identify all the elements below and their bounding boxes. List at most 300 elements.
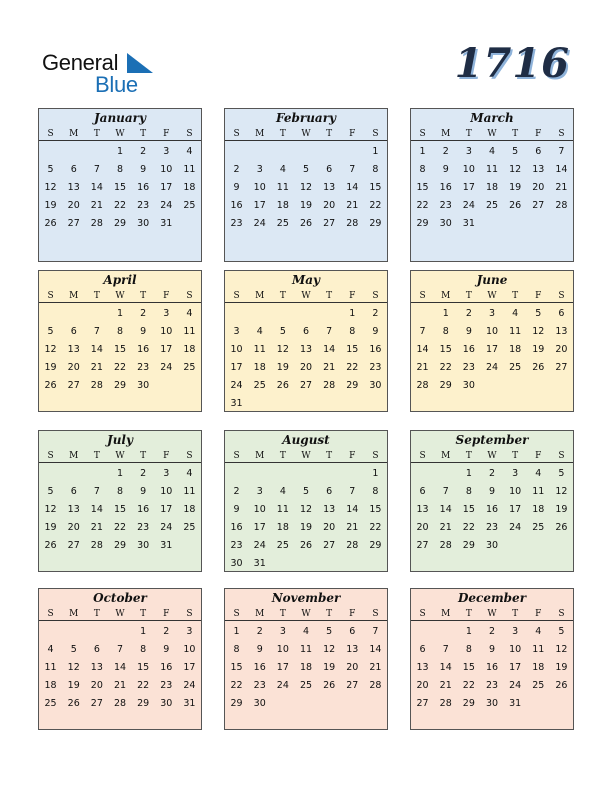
day-cell: 25 xyxy=(276,218,289,229)
day-cell: 16 xyxy=(230,200,243,211)
day-cell: 20 xyxy=(555,344,568,355)
day-cell: 8 xyxy=(465,644,472,655)
day-cell: 15 xyxy=(113,182,127,193)
day-cell: 5 xyxy=(558,626,565,637)
empty-day-cell xyxy=(85,143,108,161)
year-title: 1716 xyxy=(454,40,570,87)
day-cell: 15 xyxy=(113,504,127,515)
day-grid xyxy=(411,463,573,555)
empty-day-cell xyxy=(411,465,434,483)
weekday-label: M xyxy=(255,129,265,139)
day-cell: 24 xyxy=(160,522,173,533)
weekday-label: T xyxy=(93,451,100,461)
weekday-header xyxy=(39,127,201,141)
day-cell: 31 xyxy=(183,698,196,709)
day-cell: 26 xyxy=(276,380,289,391)
day-cell: 12 xyxy=(44,182,57,193)
day-cell: 10 xyxy=(253,504,266,515)
day-cell: 26 xyxy=(67,698,80,709)
day-cell: 22 xyxy=(369,200,382,211)
day-cell: 18 xyxy=(253,362,266,373)
empty-day-cell xyxy=(271,465,294,483)
day-cell: 8 xyxy=(233,644,240,655)
day-cell: 27 xyxy=(67,380,80,391)
day-cell: 23 xyxy=(160,680,173,691)
day-cell: 20 xyxy=(532,182,545,193)
day-cell: 22 xyxy=(416,200,429,211)
month-title: August xyxy=(282,433,330,447)
day-cell: 7 xyxy=(93,326,100,337)
weekday-label: F xyxy=(163,291,170,301)
day-cell: 5 xyxy=(302,164,310,175)
day-cell: 11 xyxy=(183,486,196,497)
day-cell: 7 xyxy=(93,164,100,175)
day-cell: 23 xyxy=(230,540,243,551)
weekday-label: S xyxy=(558,451,565,461)
day-cell: 12 xyxy=(299,504,313,515)
weekday-label: T xyxy=(512,451,519,461)
day-cell: 26 xyxy=(44,218,57,229)
day-cell: 16 xyxy=(160,662,173,673)
day-cell: 11 xyxy=(276,504,289,515)
day-cell: 14 xyxy=(369,644,382,655)
day-cell: 10 xyxy=(509,644,522,655)
day-cell: 3 xyxy=(512,626,519,637)
day-cell: 24 xyxy=(462,200,475,211)
day-cell: 5 xyxy=(535,308,542,319)
empty-day-cell xyxy=(62,305,85,323)
day-cell: 2 xyxy=(442,146,449,157)
day-cell: 5 xyxy=(326,626,333,637)
weekday-label: F xyxy=(349,291,356,301)
day-cell: 24 xyxy=(183,680,196,691)
weekday-header xyxy=(225,289,387,303)
day-cell: 7 xyxy=(349,486,356,497)
weekday-header xyxy=(411,127,573,141)
empty-day-cell xyxy=(39,305,62,323)
day-cell: 13 xyxy=(299,344,313,355)
weekday-header xyxy=(225,607,387,621)
day-cell: 29 xyxy=(369,218,382,229)
weekday-label: T xyxy=(465,451,472,461)
day-cell: 13 xyxy=(323,182,336,193)
weekday-label: W xyxy=(487,291,497,301)
empty-day-cell xyxy=(294,465,317,483)
day-grid xyxy=(411,141,573,233)
day-cell: 16 xyxy=(485,504,499,515)
day-cell: 5 xyxy=(558,468,565,479)
day-cell: 19 xyxy=(323,662,336,673)
day-cell: 13 xyxy=(67,504,80,515)
empty-day-cell xyxy=(62,623,85,641)
day-cell: 11 xyxy=(532,644,545,655)
weekday-label: S xyxy=(186,129,193,139)
month-february xyxy=(224,108,388,262)
weekday-label: W xyxy=(487,609,497,619)
day-cell: 5 xyxy=(47,164,54,175)
day-cell: 9 xyxy=(140,164,147,175)
day-cell: 21 xyxy=(90,362,103,373)
weekday-label: T xyxy=(465,291,472,301)
day-cell: 1 xyxy=(465,626,472,637)
day-cell: 9 xyxy=(233,182,240,193)
day-cell: 11 xyxy=(276,182,289,193)
day-cell: 17 xyxy=(253,522,266,533)
day-cell: 26 xyxy=(44,540,57,551)
day-cell: 29 xyxy=(113,380,127,391)
day-cell: 19 xyxy=(44,522,57,533)
weekday-label: T xyxy=(326,291,333,301)
day-cell: 18 xyxy=(183,344,196,355)
day-cell: 25 xyxy=(532,522,545,533)
day-cell: 16 xyxy=(439,182,452,193)
day-cell: 8 xyxy=(349,326,356,337)
day-grid xyxy=(411,621,573,713)
month-august xyxy=(224,430,388,572)
day-cell: 29 xyxy=(369,540,382,551)
empty-day-cell xyxy=(108,623,131,641)
day-cell: 17 xyxy=(230,362,243,373)
day-cell: 17 xyxy=(253,200,266,211)
month-november xyxy=(224,588,388,730)
empty-day-cell xyxy=(318,465,341,483)
day-cell: 9 xyxy=(233,504,240,515)
day-cell: 30 xyxy=(137,380,150,391)
empty-day-cell xyxy=(85,305,108,323)
empty-day-cell xyxy=(248,305,271,323)
weekday-label: T xyxy=(140,609,147,619)
weekday-label: S xyxy=(47,451,54,461)
day-cell: 21 xyxy=(555,182,568,193)
day-cell: 13 xyxy=(416,504,429,515)
day-cell: 11 xyxy=(532,486,545,497)
day-cell: 27 xyxy=(416,540,429,551)
month-may xyxy=(224,270,388,412)
day-cell: 3 xyxy=(512,468,519,479)
day-cell: 18 xyxy=(183,504,196,515)
month-title: July xyxy=(107,433,133,447)
day-cell: 16 xyxy=(137,504,150,515)
day-cell: 16 xyxy=(253,662,266,673)
month-title: April xyxy=(103,273,137,287)
day-cell: 12 xyxy=(44,504,57,515)
day-cell: 24 xyxy=(160,362,173,373)
day-cell: 2 xyxy=(488,468,496,479)
day-cell: 13 xyxy=(346,644,359,655)
day-cell: 5 xyxy=(70,644,77,655)
weekday-label: S xyxy=(419,129,426,139)
day-cell: 6 xyxy=(326,486,333,497)
day-grid xyxy=(225,141,387,233)
empty-day-cell xyxy=(248,143,271,161)
day-cell: 27 xyxy=(532,200,545,211)
day-cell: 25 xyxy=(485,200,499,211)
brand-logo xyxy=(42,50,162,96)
day-cell: 2 xyxy=(140,146,147,157)
day-cell: 16 xyxy=(462,344,475,355)
day-cell: 31 xyxy=(509,698,522,709)
day-cell: 12 xyxy=(44,344,57,355)
day-cell: 11 xyxy=(253,344,266,355)
weekday-label: T xyxy=(93,609,100,619)
day-cell: 24 xyxy=(230,380,243,391)
weekday-label: T xyxy=(93,291,100,301)
weekday-label: S xyxy=(47,291,54,301)
day-cell: 5 xyxy=(47,486,54,497)
day-cell: 5 xyxy=(47,326,54,337)
day-cell: 17 xyxy=(276,662,289,673)
day-cell: 28 xyxy=(323,380,336,391)
empty-day-cell xyxy=(434,465,457,483)
day-cell: 23 xyxy=(462,362,475,373)
day-cell: 28 xyxy=(90,218,103,229)
day-cell: 8 xyxy=(116,164,124,175)
weekday-label: S xyxy=(419,291,426,301)
day-cell: 15 xyxy=(369,182,382,193)
day-cell: 3 xyxy=(488,308,496,319)
day-grid xyxy=(225,621,387,713)
day-cell: 19 xyxy=(299,200,313,211)
weekday-label: M xyxy=(441,451,451,461)
day-cell: 29 xyxy=(137,698,150,709)
weekday-label: W xyxy=(487,451,497,461)
day-cell: 6 xyxy=(70,486,77,497)
day-cell: 6 xyxy=(558,308,565,319)
day-cell: 8 xyxy=(116,326,124,337)
weekday-header xyxy=(225,127,387,141)
day-cell: 11 xyxy=(485,164,499,175)
day-cell: 23 xyxy=(230,218,243,229)
weekday-label: S xyxy=(419,451,426,461)
day-cell: 30 xyxy=(137,218,150,229)
weekday-label: W xyxy=(115,129,125,139)
day-cell: 24 xyxy=(160,200,173,211)
empty-day-cell xyxy=(341,143,364,161)
day-cell: 13 xyxy=(416,662,429,673)
day-cell: 15 xyxy=(462,662,475,673)
day-cell: 13 xyxy=(555,326,568,337)
day-cell: 14 xyxy=(439,662,452,673)
day-cell: 19 xyxy=(555,662,568,673)
day-cell: 20 xyxy=(67,200,80,211)
weekday-label: S xyxy=(186,451,193,461)
day-cell: 27 xyxy=(323,218,336,229)
weekday-header xyxy=(39,607,201,621)
month-title: January xyxy=(94,111,146,125)
weekday-label: T xyxy=(465,609,472,619)
day-cell: 19 xyxy=(299,522,313,533)
day-cell: 23 xyxy=(253,680,266,691)
month-september xyxy=(410,430,574,572)
empty-day-cell xyxy=(294,143,317,161)
brand-word-blue: Blue xyxy=(95,72,138,97)
empty-day-cell xyxy=(225,465,248,483)
day-cell: 29 xyxy=(113,540,127,551)
month-april xyxy=(38,270,202,412)
day-cell: 27 xyxy=(346,680,359,691)
day-cell: 21 xyxy=(90,200,103,211)
day-cell: 6 xyxy=(326,164,333,175)
day-cell: 15 xyxy=(462,504,475,515)
day-cell: 15 xyxy=(416,182,429,193)
empty-day-cell xyxy=(225,143,248,161)
day-cell: 14 xyxy=(113,662,127,673)
day-cell: 3 xyxy=(163,468,170,479)
day-cell: 26 xyxy=(299,540,313,551)
weekday-label: F xyxy=(349,451,356,461)
day-cell: 12 xyxy=(323,644,336,655)
day-cell: 2 xyxy=(163,626,170,637)
day-cell: 10 xyxy=(183,644,196,655)
month-title: October xyxy=(93,591,147,605)
day-cell: 8 xyxy=(442,326,449,337)
day-cell: 18 xyxy=(299,662,313,673)
day-cell: 4 xyxy=(488,146,496,157)
day-grid xyxy=(39,621,201,713)
day-cell: 5 xyxy=(512,146,519,157)
day-cell: 28 xyxy=(346,218,359,229)
weekday-label: W xyxy=(301,451,311,461)
day-cell: 7 xyxy=(372,626,379,637)
day-cell: 22 xyxy=(113,362,127,373)
day-cell: 4 xyxy=(512,308,519,319)
day-cell: 25 xyxy=(253,380,266,391)
day-cell: 25 xyxy=(183,522,196,533)
day-cell: 8 xyxy=(372,486,379,497)
day-cell: 19 xyxy=(44,200,57,211)
day-cell: 14 xyxy=(90,504,103,515)
day-cell: 4 xyxy=(186,468,193,479)
day-cell: 22 xyxy=(230,680,243,691)
day-cell: 9 xyxy=(465,326,472,337)
day-cell: 1 xyxy=(372,146,379,157)
weekday-label: M xyxy=(69,129,79,139)
weekday-label: M xyxy=(255,291,265,301)
weekday-label: S xyxy=(558,609,565,619)
weekday-label: S xyxy=(419,609,426,619)
day-cell: 3 xyxy=(186,626,193,637)
day-cell: 21 xyxy=(369,662,382,673)
day-cell: 6 xyxy=(70,326,77,337)
day-cell: 6 xyxy=(93,644,100,655)
day-cell: 29 xyxy=(462,540,475,551)
weekday-label: M xyxy=(441,291,451,301)
day-cell: 28 xyxy=(555,200,568,211)
day-cell: 17 xyxy=(509,504,522,515)
day-cell: 18 xyxy=(532,504,545,515)
weekday-label: W xyxy=(301,129,311,139)
day-cell: 3 xyxy=(279,626,286,637)
weekday-header xyxy=(39,449,201,463)
empty-day-cell xyxy=(341,465,364,483)
weekday-label: F xyxy=(163,451,170,461)
day-cell: 26 xyxy=(299,218,313,229)
day-cell: 14 xyxy=(439,504,452,515)
day-cell: 23 xyxy=(137,522,150,533)
weekday-label: M xyxy=(255,609,265,619)
month-march xyxy=(410,108,574,262)
day-cell: 4 xyxy=(279,486,286,497)
day-cell: 24 xyxy=(485,362,499,373)
day-cell: 18 xyxy=(276,200,289,211)
day-cell: 12 xyxy=(532,326,545,337)
day-cell: 13 xyxy=(532,164,545,175)
day-cell: 7 xyxy=(349,164,356,175)
day-cell: 10 xyxy=(276,644,289,655)
brand-word-general: General xyxy=(42,50,119,75)
day-cell: 10 xyxy=(160,486,173,497)
weekday-label: M xyxy=(69,451,79,461)
day-cell: 15 xyxy=(230,662,243,673)
empty-day-cell xyxy=(294,305,317,323)
day-cell: 3 xyxy=(163,146,170,157)
weekday-label: W xyxy=(115,451,125,461)
month-title: December xyxy=(457,591,527,605)
month-january xyxy=(38,108,202,262)
day-cell: 16 xyxy=(137,344,150,355)
day-cell: 13 xyxy=(67,182,80,193)
weekday-label: M xyxy=(441,129,451,139)
month-title: June xyxy=(476,273,508,287)
day-cell: 25 xyxy=(183,200,196,211)
weekday-label: T xyxy=(512,129,519,139)
day-cell: 29 xyxy=(346,380,359,391)
day-cell: 25 xyxy=(44,698,57,709)
day-cell: 3 xyxy=(465,146,472,157)
day-cell: 7 xyxy=(558,146,565,157)
day-cell: 19 xyxy=(532,344,545,355)
weekday-header xyxy=(411,289,573,303)
day-cell: 18 xyxy=(44,680,57,691)
day-cell: 6 xyxy=(349,626,356,637)
day-cell: 3 xyxy=(233,326,240,337)
day-cell: 4 xyxy=(256,326,263,337)
weekday-label: S xyxy=(372,291,379,301)
day-cell: 15 xyxy=(369,504,382,515)
day-cell: 18 xyxy=(509,344,522,355)
day-cell: 13 xyxy=(90,662,103,673)
day-cell: 26 xyxy=(323,680,336,691)
weekday-label: T xyxy=(279,609,286,619)
day-cell: 25 xyxy=(532,680,545,691)
day-cell: 14 xyxy=(555,164,568,175)
day-cell: 7 xyxy=(442,486,449,497)
day-cell: 30 xyxy=(485,540,499,551)
day-cell: 20 xyxy=(67,362,80,373)
brand-triangle-icon xyxy=(127,53,153,73)
day-cell: 30 xyxy=(369,380,382,391)
day-cell: 22 xyxy=(113,200,127,211)
day-cell: 2 xyxy=(140,468,147,479)
day-cell: 7 xyxy=(442,644,449,655)
day-cell: 20 xyxy=(299,362,313,373)
day-cell: 10 xyxy=(230,344,243,355)
day-grid xyxy=(39,303,201,395)
day-cell: 6 xyxy=(302,326,310,337)
weekday-label: T xyxy=(512,609,519,619)
day-cell: 2 xyxy=(465,308,472,319)
day-cell: 12 xyxy=(299,182,313,193)
day-cell: 19 xyxy=(555,504,568,515)
empty-day-cell xyxy=(39,143,62,161)
day-cell: 10 xyxy=(160,326,173,337)
day-cell: 4 xyxy=(535,626,542,637)
day-cell: 21 xyxy=(346,200,359,211)
day-cell: 26 xyxy=(509,200,522,211)
weekday-label: S xyxy=(233,129,240,139)
empty-day-cell xyxy=(248,465,271,483)
day-cell: 17 xyxy=(160,182,173,193)
